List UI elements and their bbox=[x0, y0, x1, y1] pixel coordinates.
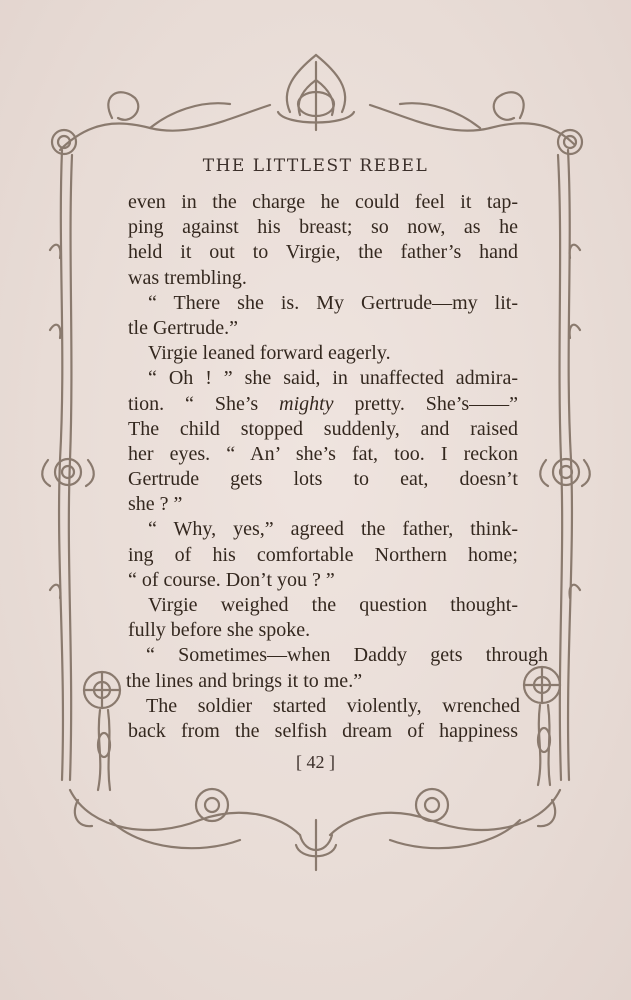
text-line: tle Gertrude.” bbox=[128, 316, 238, 339]
text-line: the lines and brings it to me.” bbox=[126, 669, 363, 692]
text-line: “ Sometimes—when Daddy gets through bbox=[146, 644, 548, 667]
text-line: “ Why, yes,” agreed the father, think- bbox=[148, 518, 518, 541]
running-title: THE LITTLEST REBEL bbox=[202, 156, 429, 176]
text-line: “ of course. Don’t you ? ” bbox=[128, 568, 335, 591]
text-line: she ? ” bbox=[128, 493, 183, 516]
text-segment: tion. “ She’s bbox=[128, 392, 280, 415]
text-line: Virgie weighed the question thought- bbox=[148, 594, 518, 616]
body-text bbox=[126, 190, 548, 744]
text-line: ping against his breast; so now, as he bbox=[128, 216, 518, 239]
text-line: was trembling. bbox=[128, 266, 247, 289]
text-line: ing of his comfortable Northern home; bbox=[128, 543, 518, 566]
text-line: Gertrude gets lots to eat, doesn’t bbox=[128, 468, 518, 491]
text-line: back from the selfish dream of happiness bbox=[128, 719, 518, 742]
text-line: her eyes. “ An’ she’s fat, too. I reckon bbox=[128, 442, 518, 465]
page-number: [ 42 ] bbox=[296, 752, 335, 772]
text-line bbox=[128, 392, 518, 417]
italic-emphasis: mighty bbox=[279, 392, 334, 415]
text-line: “ Oh ! ” she said, in unaffected admira- bbox=[148, 367, 518, 390]
text-line: “ There she is. My Gertrude—my lit- bbox=[148, 291, 518, 314]
text-segment: pretty. She’s——” bbox=[333, 392, 518, 415]
text-line: The soldier started violently, wrenched bbox=[146, 694, 520, 717]
text-line: The child stopped suddenly, and raised bbox=[128, 417, 518, 440]
text-line: Virgie leaned forward eagerly. bbox=[148, 342, 391, 365]
text-line: held it out to Virgie, the father’s hand bbox=[128, 241, 518, 264]
text-line: even in the charge he could feel it tap- bbox=[128, 191, 518, 213]
text-line: fully before she spoke. bbox=[128, 619, 311, 642]
